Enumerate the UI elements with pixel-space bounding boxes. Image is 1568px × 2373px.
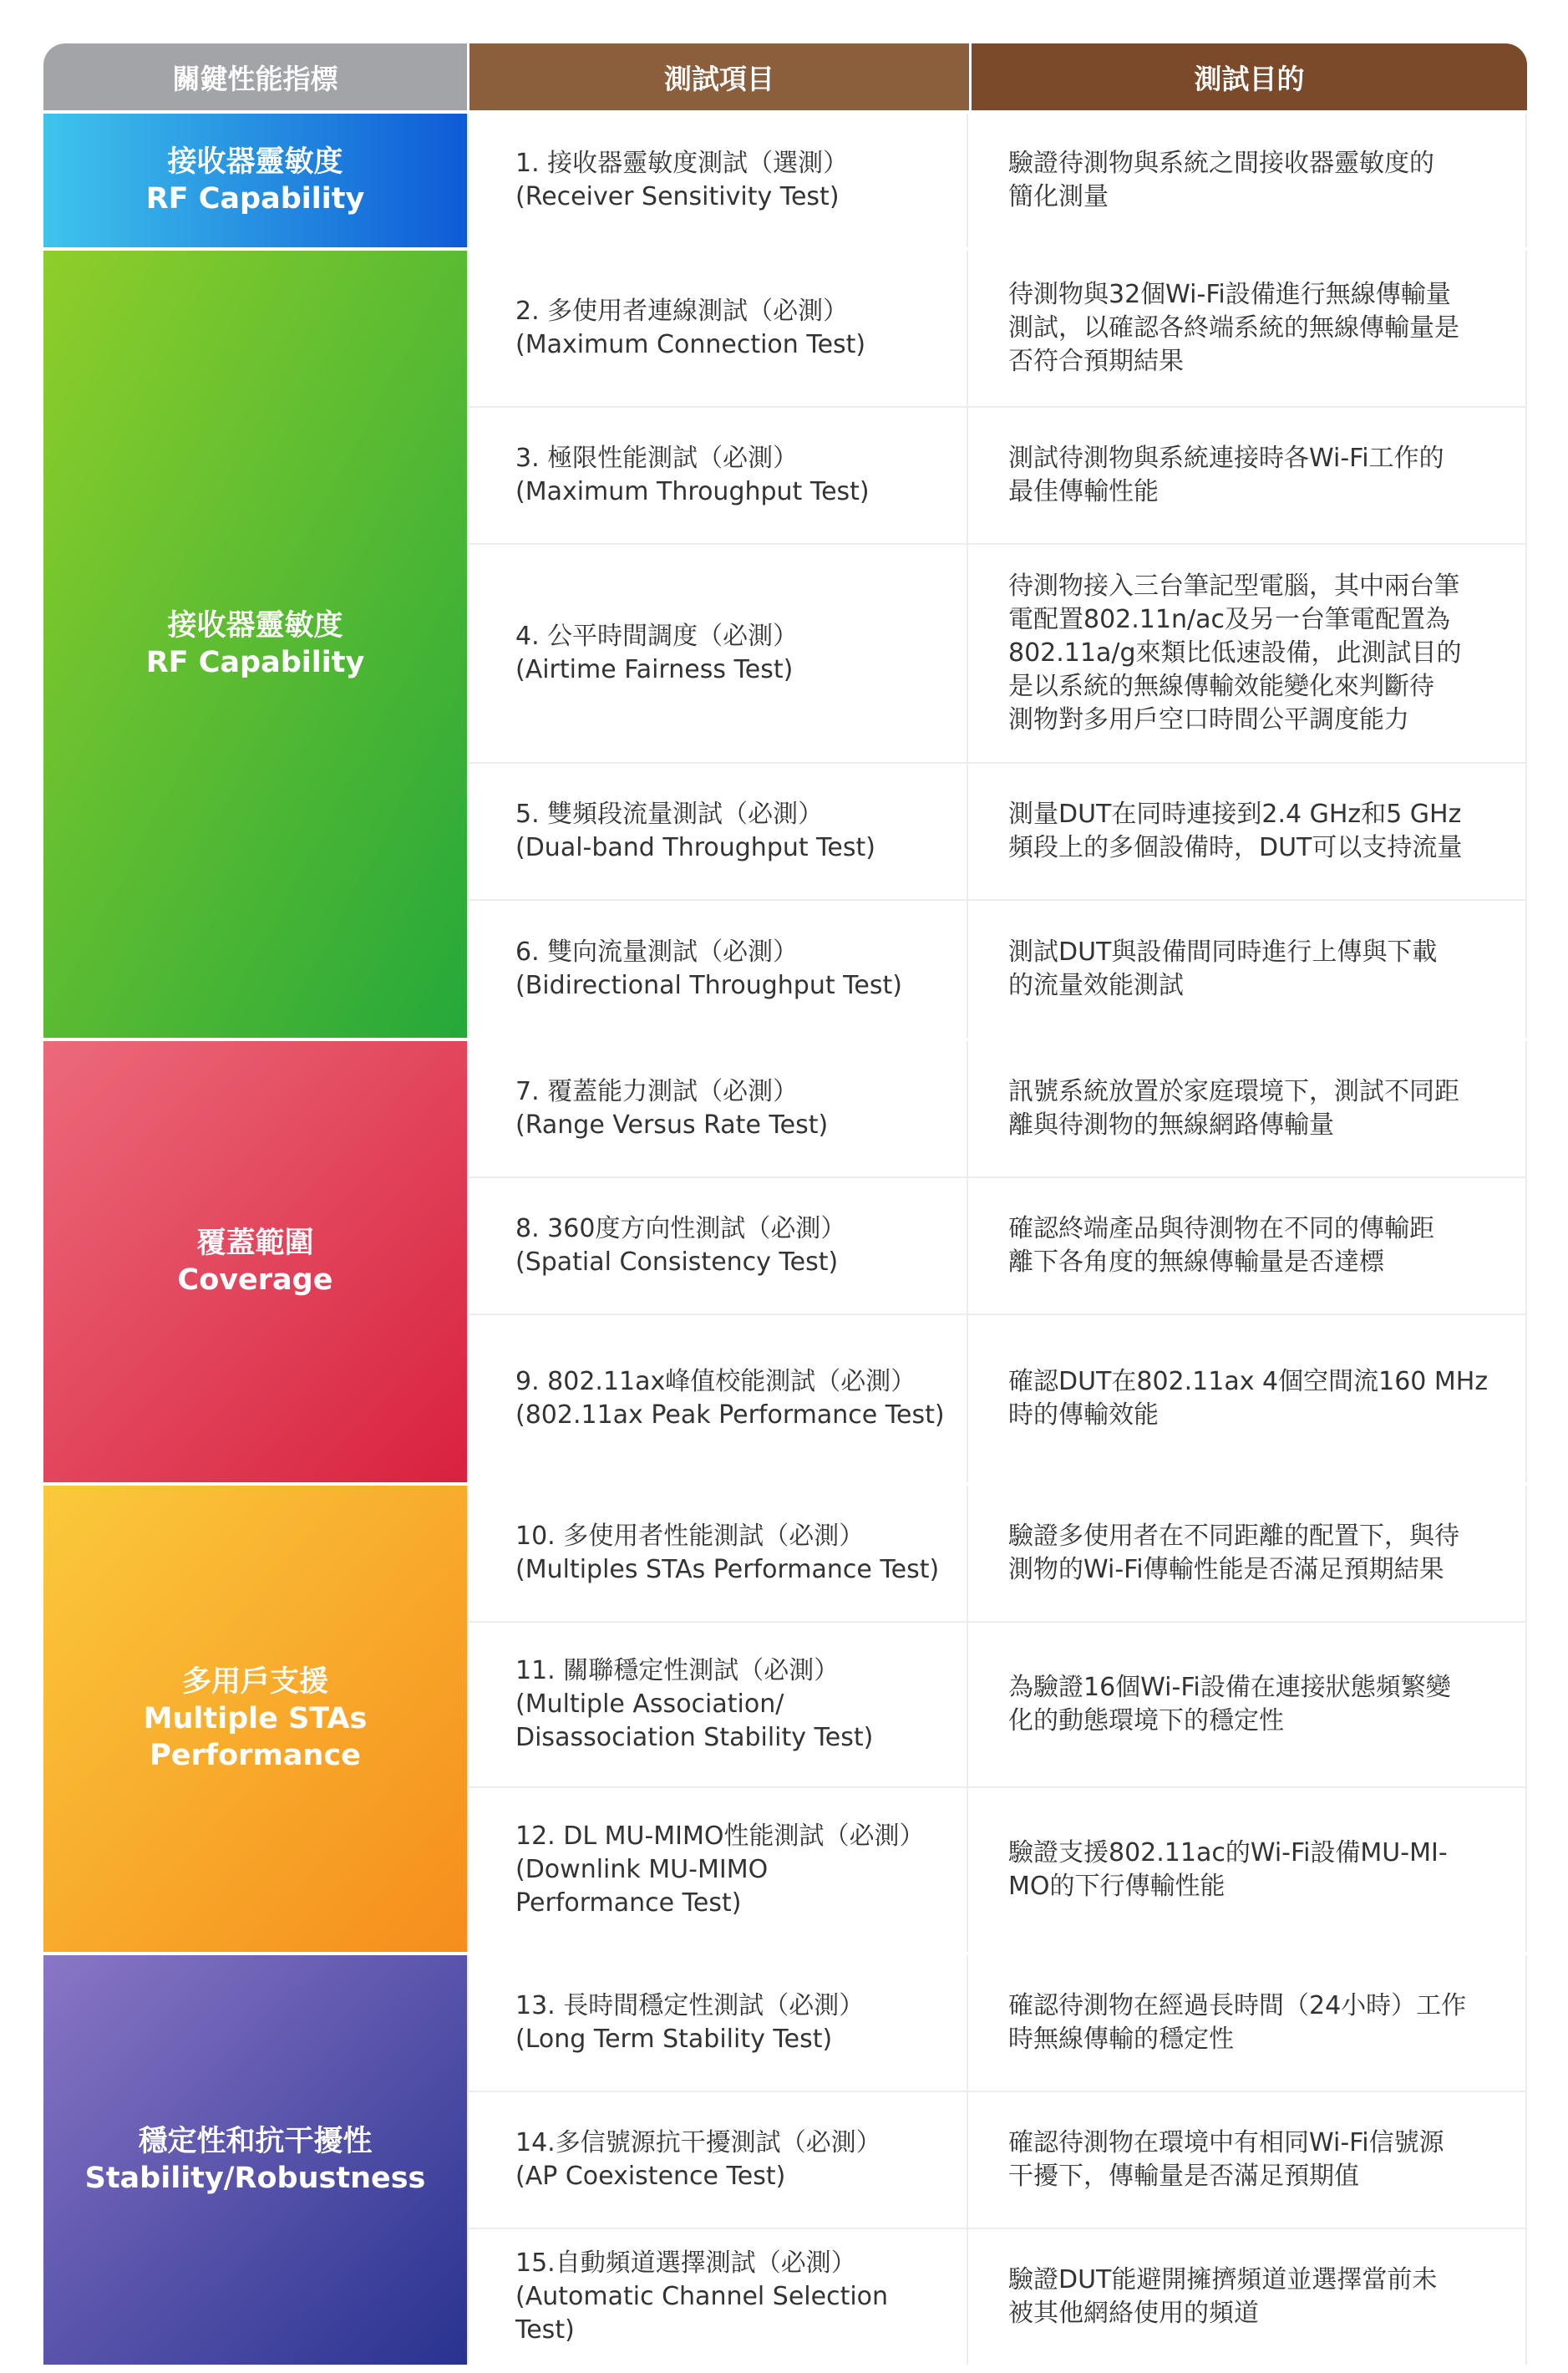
- group-stability-robustness: [43, 1955, 1527, 2365]
- category-name-en: RF Capability: [145, 646, 365, 679]
- group-rf-capability-1: [43, 114, 1527, 247]
- test-item: 11. 關聯穩定性測試（必測） (Multiple Association/ Disassociation Stability Test): [515, 1656, 874, 1752]
- test-purpose: 待測物接入三台筆記型電腦，其中兩台筆 電配置802.11n/ac及另一台筆電配置為 802.11a/g來類比低速設備，此測試目的 是以系統的無線傳輸效能變化來判斷待 測物對多用戶空口時間公平調度能力: [1008, 572, 1462, 734]
- header-test-items: 測試項目: [469, 43, 969, 110]
- category-name-en: Coverage: [177, 1263, 333, 1297]
- test-item: 10. 多使用者性能測試（必測） (Multiples STAs Performance Test): [515, 1522, 940, 1584]
- test-item: 12. DL MU-MIMO性能測試（必測） (Downlink MU-MIMO Performance Test): [515, 1822, 925, 1918]
- test-item: 9. 802.11ax峰值校能測試（必測） (802.11ax Peak Performance Test): [515, 1367, 945, 1430]
- table-row: [467, 1955, 1527, 2092]
- table-row: [467, 2229, 1527, 2365]
- group-multiple-stas: [43, 1486, 1527, 1952]
- test-item: 6. 雙向流量測試（必測） (Bidirectional Throughput Test): [515, 938, 902, 1000]
- test-purpose: 驗證支援802.11ac的Wi-Fi設備MU-MI- MO的下行傳輸性能: [1008, 1838, 1448, 1901]
- test-item: 7. 覆蓋能力測試（必測） (Range Versus Rate Test): [515, 1077, 829, 1140]
- test-purpose: 測試待測物與系統連接時各Wi-Fi工作的 最佳傳輸性能: [1008, 444, 1444, 506]
- category-name-zh: 覆蓋範圍: [196, 1227, 314, 1260]
- category-name-zh: 接收器靈敏度: [167, 145, 343, 179]
- category-cell: [43, 1955, 467, 2365]
- test-table: [43, 43, 1527, 2365]
- table-row: [467, 251, 1527, 408]
- category-cell: [43, 251, 467, 1038]
- table-row: [467, 1178, 1527, 1315]
- test-item: 15.自動頻道選擇測試（必測） (Automatic Channel Selection Test): [515, 2249, 889, 2345]
- test-purpose: 驗證待測物與系統之間接收器靈敏度的 簡化測量: [1008, 149, 1434, 211]
- category-name-en: Multiple STAs Performance: [143, 1702, 368, 1772]
- test-item: 13. 長時間穩定性測試（必測） (Long Term Stability Test): [515, 1991, 865, 2054]
- category-name-zh: 穩定性和抗干擾性: [138, 2125, 373, 2158]
- header-kpi: 關鍵性能指標: [43, 43, 467, 110]
- category-cell: [43, 114, 467, 247]
- table-row: [467, 1315, 1527, 1482]
- table-row: [467, 114, 1527, 247]
- header-test-purpose: 測試目的: [972, 43, 1527, 110]
- test-item: 14.多信號源抗干擾測試（必測） (AP Coexistence Test): [515, 2128, 881, 2191]
- test-purpose: 訊號系統放置於家庭環境下，測試不同距 離與待測物的無線網路傳輸量: [1008, 1077, 1459, 1140]
- test-purpose: 確認待測物在環境中有相同Wi-Fi信號源 干擾下，傳輸量是否滿足預期值: [1008, 2128, 1444, 2191]
- test-item: 1. 接收器靈敏度測試（選測） (Receiver Sensitivity Test): [515, 149, 849, 211]
- test-purpose: 確認終端產品與待測物在不同的傳輸距 離下各角度的無線傳輸量是否達標: [1008, 1214, 1434, 1277]
- test-item: 5. 雙頻段流量測試（必測） (Dual-band Throughput Test): [515, 800, 875, 862]
- table-row: [467, 1623, 1527, 1788]
- category-name-en: RF Capability: [145, 182, 365, 216]
- test-item: 2. 多使用者連線測試（必測） (Maximum Connection Test): [515, 297, 866, 359]
- table-row: [467, 1788, 1527, 1952]
- test-item: 4. 公平時間調度（必測） (Airtime Fairness Test): [515, 622, 799, 684]
- test-purpose: 確認DUT在802.11ax 4個空間流160 MHz 時的傳輸效能: [1008, 1367, 1489, 1430]
- test-item: 3. 極限性能測試（必測） (Maximum Throughput Test): [515, 444, 870, 506]
- table-row: [467, 545, 1527, 764]
- group-rf-capability-2: [43, 251, 1527, 1038]
- category-cell: [43, 1041, 467, 1482]
- category-name-en: Stability/Robustness: [84, 2162, 426, 2195]
- category-name-zh: 接收器靈敏度: [167, 609, 343, 643]
- table-row: [467, 901, 1527, 1038]
- table-row: [467, 408, 1527, 545]
- table-header: [43, 43, 1527, 110]
- test-purpose: 為驗證16個Wi-Fi設備在連接狀態頻繁變 化的動態環境下的穩定性: [1008, 1673, 1451, 1735]
- test-purpose: 測量DUT在同時連接到2.4 GHz和5 GHz 頻段上的多個設備時，DUT可以支持流量: [1008, 800, 1463, 862]
- test-purpose: 待測物與32個Wi-Fi設備進行無線傳輸量 測試，以確認各終端系統的無線傳輸量是 否符合預期結果: [1008, 280, 1459, 376]
- test-item: 8. 360度方向性測試（必測） (Spatial Consistency Test): [515, 1214, 846, 1277]
- table-row: [467, 764, 1527, 901]
- test-purpose: 驗證多使用者在不同距離的配置下，與待 測物的Wi-Fi傳輸性能是否滿足預期結果: [1008, 1522, 1459, 1584]
- table-row: [467, 1486, 1527, 1623]
- test-purpose: 確認待測物在經過長時間（24小時）工作 時無線傳輸的穩定性: [1008, 1991, 1467, 2054]
- table-row: [467, 2092, 1527, 2229]
- category-name-zh: 多用戶支援: [181, 1665, 328, 1699]
- test-purpose: 驗證DUT能避開擁擠頻道並選擇當前未 被其他網絡使用的頻道: [1008, 2265, 1438, 2328]
- test-purpose: 測試DUT與設備間同時進行上傳與下載 的流量效能測試: [1008, 938, 1438, 1000]
- table-row: [467, 1041, 1527, 1178]
- category-cell: [43, 1486, 467, 1952]
- group-coverage: [43, 1041, 1527, 1482]
